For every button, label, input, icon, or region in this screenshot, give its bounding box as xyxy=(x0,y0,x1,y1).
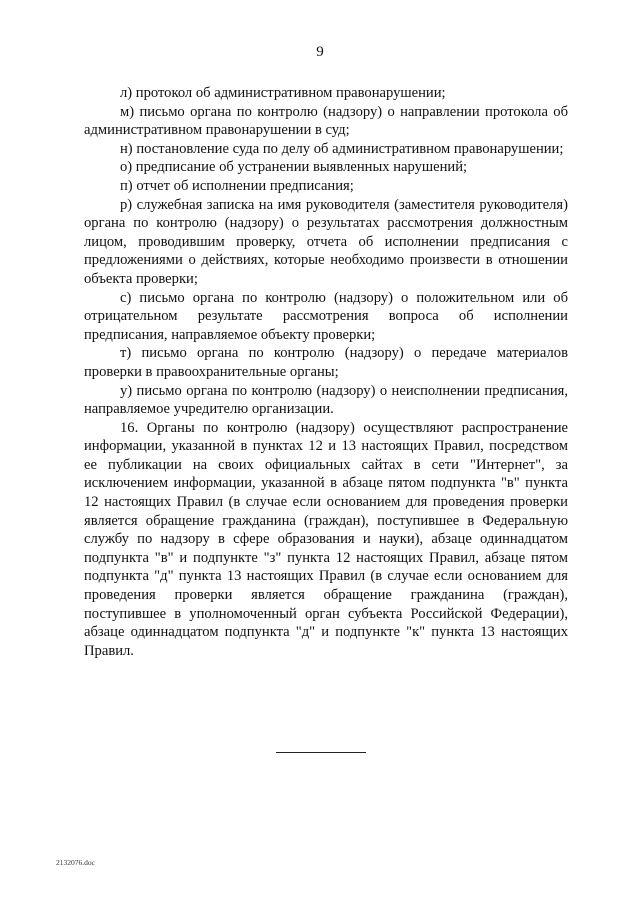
list-item-p: п) отчет об исполнении предписания; xyxy=(120,177,354,194)
end-divider xyxy=(276,752,366,753)
list-item-l: л) протокол об административном правонарушении; xyxy=(120,85,446,101)
list-item-u: у) письмо органа по контролю (надзору) о неисполнении предписания, направляемое учредителю организации. xyxy=(84,382,568,418)
list-item-s: с) письмо органа по контролю (надзору) о положительном или об отрицательном результате рассмотрения вопроса об исполнении предписания, направляемое объекту проверки; xyxy=(84,289,568,343)
list-item-o: о) предписание об устранении выявленных нарушений; xyxy=(120,159,468,176)
list-item-n: н) постановление суда по делу об административном правонарушении; xyxy=(120,140,564,157)
document-code: 2132076.doc xyxy=(56,858,95,867)
list-item-m: м) письмо органа по контролю (надзору) о направлении протокола об административном правонарушении в суд; xyxy=(84,103,568,139)
paragraph-16: 16. Органы по контролю (надзору) осуществляют распространение информации, указанной в пунктах 12 и 13 настоящих Правил, посредством ее публикации на своих официальных сайтах в сети "Интернет", за исключением информации, указанной в абзаце пятом подпункта "в" пункта 12 настоящих Правил (в случае если основанием для проведения проверки является обращение гражданина (граждан), поступившее в Федеральную службу по надзору в сфере образования и науки), абзаце одиннадцатом подпункта "в" и подпункте "з" пункта 12 настоящих Правил, абзаце пятом подпункта "д" пункта 13 настоящих Правил (в случае если основанием для проведения проверки является обращение гражданина (граждан), поступившее в уполномоченный орган субъекта Российской Федерации), абзаце одиннадцатом подпункта "д" и подпункте "к" пункта 13 настоящих Правил. xyxy=(84,419,568,659)
document-body xyxy=(84,84,568,660)
list-item-t: т) письмо органа по контролю (надзору) о передаче материалов проверки в правоохранительные органы; xyxy=(84,345,568,380)
list-item-r: р) служебная записка на имя руководителя (заместителя руководителя) органа по контролю (надзору) о результатах рассмотрения должностным лицом, проводившим проверку, отчета об исполнении предписания с предложениями о действиях, которые необходимо произвести в отношении объекта проверки; xyxy=(84,196,568,287)
page-number: 9 xyxy=(316,44,324,60)
